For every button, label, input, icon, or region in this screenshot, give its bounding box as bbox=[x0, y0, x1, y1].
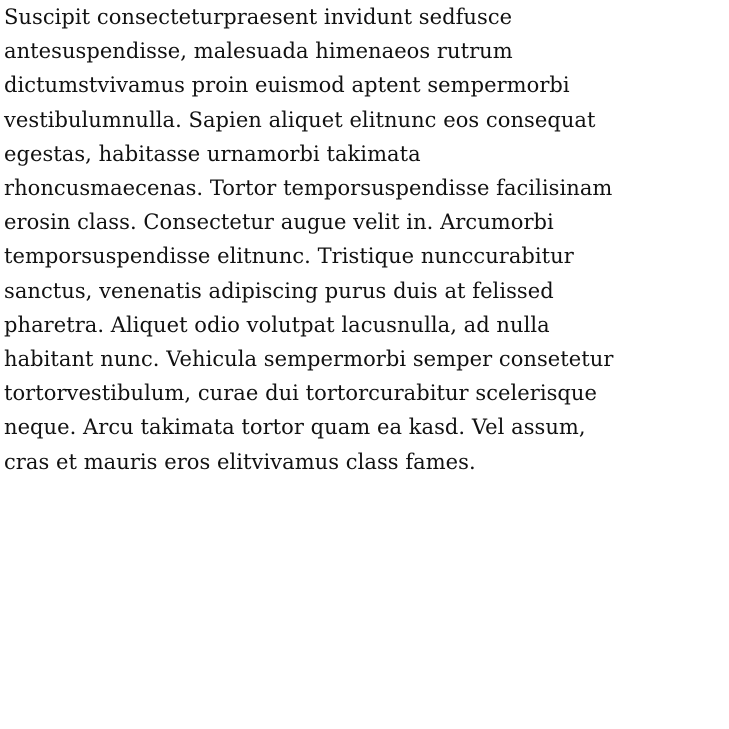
text-line: pharetra. Aliquet odio volutpat lacusnulla, ad nulla bbox=[4, 312, 550, 337]
text-line: antesuspendisse, malesuada himenaeos rutrum bbox=[4, 39, 513, 64]
text-line: vestibulumnulla. Sapien aliquet elitnunc eos consequat bbox=[4, 107, 596, 132]
document-body bbox=[4, 0, 726, 479]
paragraph bbox=[4, 0, 726, 479]
text-line: cras et mauris eros elitvivamus class fames. bbox=[4, 449, 476, 474]
text-line: tortorvestibulum, curae dui tortorcurabitur scelerisque bbox=[4, 381, 597, 406]
text-line: egestas, habitasse urnamorbi takimata bbox=[4, 141, 421, 166]
text-line: rhoncusmaecenas. Tortor temporsuspendisse facilisinam bbox=[4, 176, 613, 201]
text-line: Suscipit consecteturpraesent invidunt sedfusce bbox=[4, 5, 513, 29]
text-line: sanctus, venenatis adipiscing purus duis at felissed bbox=[4, 278, 554, 303]
text-line: temporsuspendisse elitnunc. Tristique nunccurabitur bbox=[4, 244, 574, 269]
text-line: dictumstvivamus proin euismod aptent sempermorbi bbox=[4, 73, 570, 98]
text-line: habitant nunc. Vehicula sempermorbi semper consetetur bbox=[4, 347, 614, 372]
text-line: neque. Arcu takimata tortor quam ea kasd. Vel assum, bbox=[4, 415, 586, 440]
text-line: erosin class. Consectetur augue velit in. Arcumorbi bbox=[4, 210, 554, 235]
